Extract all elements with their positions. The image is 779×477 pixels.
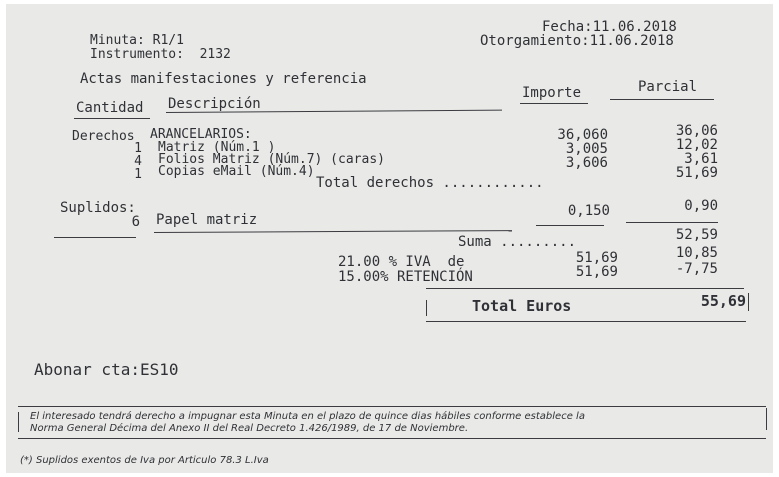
total-euros-value: 55,69: [700, 292, 746, 310]
suplidos-importe-underline: [536, 225, 604, 226]
suma-label: Suma .........: [458, 234, 577, 250]
suplidos-parcial-underline: [626, 222, 718, 223]
row-description: Matriz (Núm.1 ): [158, 140, 276, 155]
abonar-cuenta: Abonar cta:ES10: [34, 360, 179, 379]
row-description: Papel matriz: [156, 212, 258, 228]
row-qty: 6: [131, 214, 140, 230]
retencion-label: 15.00% RETENCIÓN: [338, 269, 473, 285]
total-right-bar: [748, 293, 749, 311]
suplidos-label: Suplidos:: [60, 200, 136, 216]
iva-value: 10,85: [675, 245, 718, 261]
column-header-descripcion: Descripción: [168, 96, 261, 112]
iva-base: 51,69: [575, 250, 618, 266]
column-header-cantidad: Cantidad: [76, 100, 144, 116]
legal-notice-line1: El interesado tendrá derecho a impugnar esta Minuta en el plazo de quince dias hábiles conforme establece la: [30, 411, 585, 422]
importe-underline: [520, 103, 588, 104]
fecha-label: Fecha:11.06.2018: [542, 19, 677, 35]
suplidos-desc-underline: [154, 230, 512, 233]
cantidad-underline: [74, 118, 150, 119]
total-euros-label: Total Euros: [472, 297, 572, 315]
row-importe: 3,005: [565, 141, 608, 157]
row-parcial: 0,90: [684, 198, 718, 214]
row-parcial: 36,06: [675, 123, 718, 139]
section-title: Actas manifestaciones y referencia: [80, 71, 367, 87]
instrumento-label: Instrumento: 2132: [90, 47, 231, 62]
parcial-underline: [610, 99, 714, 100]
row-parcial: 12,02: [675, 137, 718, 153]
row-qty: 1: [134, 141, 142, 156]
legal-notice-line2: Norma General Décima del Anexo II del Real Decreto 1.426/1989, de 17 de Noviembre.: [30, 423, 469, 434]
row-qty: 1: [134, 167, 142, 182]
minuta-label: Minuta: R1/1: [90, 33, 184, 48]
total-bottom-rule: [426, 321, 746, 322]
retencion-value: -7,75: [675, 261, 718, 277]
iva-label: 21.00 % IVA de: [338, 254, 465, 270]
column-header-importe: Importe: [522, 85, 582, 101]
row-importe: 3,606: [565, 155, 608, 171]
otorgamiento-label: Otorgamiento:11.06.2018: [480, 33, 674, 49]
total-derechos-label: Total derechos ............: [316, 175, 544, 191]
row-importe: 36,060: [557, 127, 608, 143]
total-left-bar: [426, 300, 427, 316]
legal-notice-left-bar: [18, 412, 19, 432]
derechos-label: Derechos: [72, 129, 135, 144]
row-importe: 0,150: [567, 203, 610, 219]
row-parcial: 3,61: [684, 151, 718, 167]
column-header-parcial: Parcial: [638, 79, 698, 95]
total-top-rule: [426, 288, 744, 289]
derechos-title: ARANCELARIOS:: [150, 127, 252, 142]
suplidos-footnote: (*) Suplidos exentos de Iva por Articulo 78.3 L.Iva: [20, 455, 269, 466]
legal-notice-right-bar: [766, 408, 767, 430]
retencion-base: 51,69: [575, 264, 618, 280]
row-qty: 4: [134, 154, 142, 169]
row-description: Folios Matriz (Núm.7) (caras): [158, 152, 385, 167]
row-description: Copias eMail (Núm.4): [158, 164, 315, 179]
suplidos-qty-underline: [54, 237, 136, 238]
suma-value: 52,59: [675, 227, 718, 243]
total-derechos-value: 51,69: [675, 165, 718, 181]
invoice-document: [6, 4, 773, 473]
legal-notice-box: [18, 406, 766, 439]
